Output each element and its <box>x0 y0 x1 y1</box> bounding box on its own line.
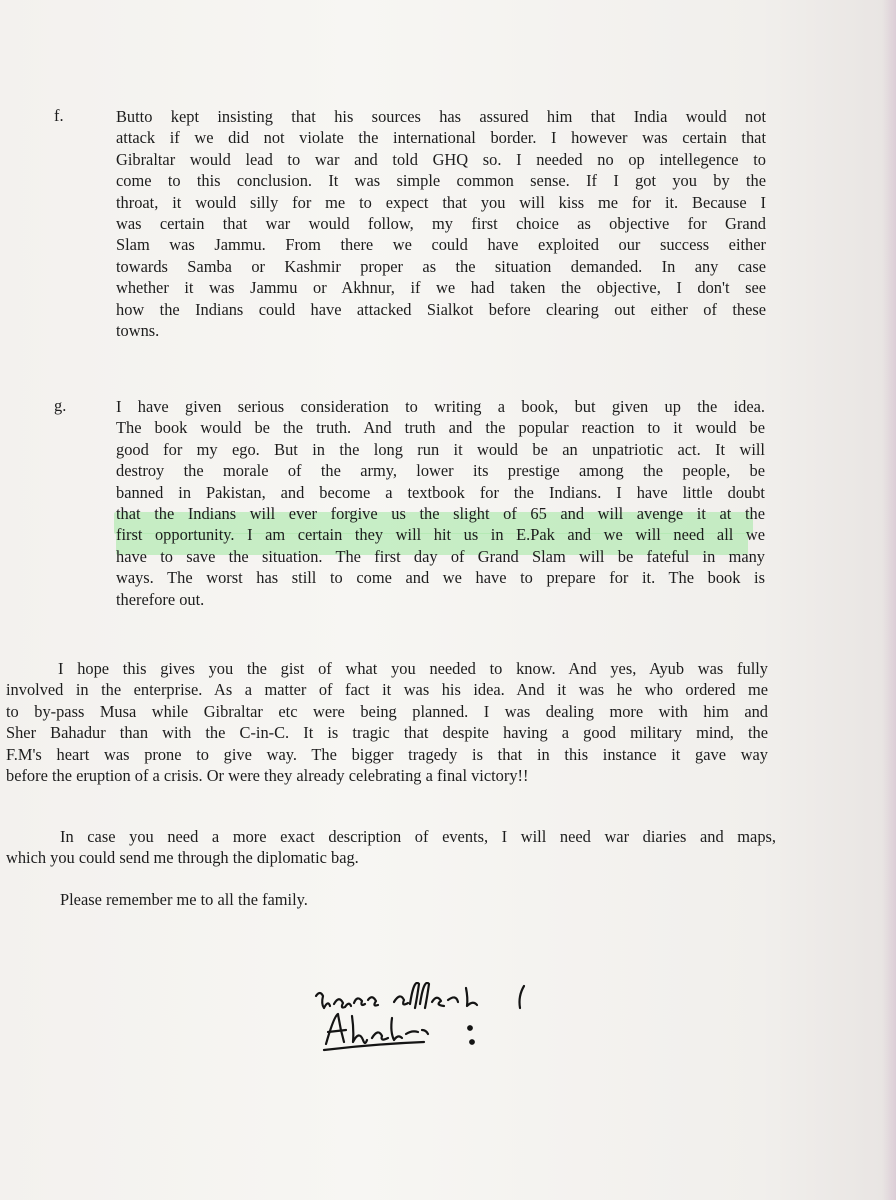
highlighted-line: that the Indians will ever forgive us the slight of 65 and will avenge it at the <box>116 504 765 524</box>
text-line: F.M's heart was prone to give way. The bigger tragedy is that in this instance it gave way <box>6 744 768 764</box>
text-line: banned in Pakistan, and become a textbook for the Indians. I have little doubt <box>116 482 765 502</box>
text-line: Please remember me to all the family. <box>60 890 308 909</box>
text-line: how the Indians could have attacked Sialkot before clearing out either of these <box>116 299 766 319</box>
text-line: Gibraltar would lead to war and told GHQ so. I needed no op intellegence to <box>116 149 766 169</box>
text-line: Butto kept insisting that his sources has assured him that India would not <box>116 107 766 126</box>
text-line: therefore out. <box>116 589 205 609</box>
para-diaries <box>6 826 776 869</box>
text-line: The book would be the truth. And truth and the popular reaction to it would be <box>116 418 765 438</box>
paper-edge-shadow <box>882 0 896 1200</box>
text-line: I have given serious consideration to writing a book, but given up the idea. <box>116 397 765 416</box>
text-line: attack if we did not violate the international border. I however was certain that <box>116 128 766 148</box>
text-line: come to this conclusion. It was simple common sense. If I got you by the <box>116 171 766 191</box>
text-line: which you could send me through the diplomatic bag. <box>6 848 359 868</box>
text-line: was certain that war would follow, my first choice as objective for Grand <box>116 214 766 234</box>
handwritten-signature <box>306 982 546 1062</box>
text-line: to by-pass Musa while Gibraltar etc were being planned. I was dealing more with him and <box>6 701 768 721</box>
text-line: involved in the enterprise. As a matter of fact it was his idea. And it was he who ordered me <box>6 680 768 700</box>
text-line: towards Samba or Kashmir proper as the situation demanded. In any case <box>116 256 766 276</box>
para-g <box>116 396 765 610</box>
para-f-label: f. <box>54 106 64 125</box>
text-line: good for my ego. But in the long run it would be an unpatriotic act. It will <box>116 439 765 459</box>
text-line: In case you need a more exact description of events, I will need war diaries and maps, <box>60 827 776 846</box>
text-line: ways. The worst has still to come and we have to prepare for it. The book is <box>116 568 765 588</box>
text-line: destroy the morale of the army, lower its prestige among the people, be <box>116 461 765 481</box>
text-line: Sher Bahadur than with the C-in-C. It is tragic that despite having a good military mind, the <box>6 723 768 743</box>
text-line: have to save the situation. The first day of Grand Slam will be fateful in many <box>116 546 765 566</box>
text-line: Slam was Jammu. From there we could have exploited our success either <box>116 235 766 255</box>
text-line: towns. <box>116 321 160 341</box>
text-line: I hope this gives you the gist of what you needed to know. And yes, Ayub was fully <box>58 659 768 678</box>
highlighted-line: first opportunity. I am certain they will hit us in E.Pak and we will need all we <box>116 525 765 545</box>
text-line: whether it was Jammu or Akhnur, if we had taken the objective, I don't see <box>116 278 766 298</box>
para-f <box>116 106 766 341</box>
text-line: before the eruption of a crisis. Or were they already celebrating a final victory!! <box>6 766 529 786</box>
para-g-label: g. <box>54 396 67 415</box>
para-family <box>60 889 560 910</box>
para-gist <box>6 658 768 786</box>
text-line: throat, it would silly for me to expect that you will kiss me for it. Because I <box>116 192 766 212</box>
